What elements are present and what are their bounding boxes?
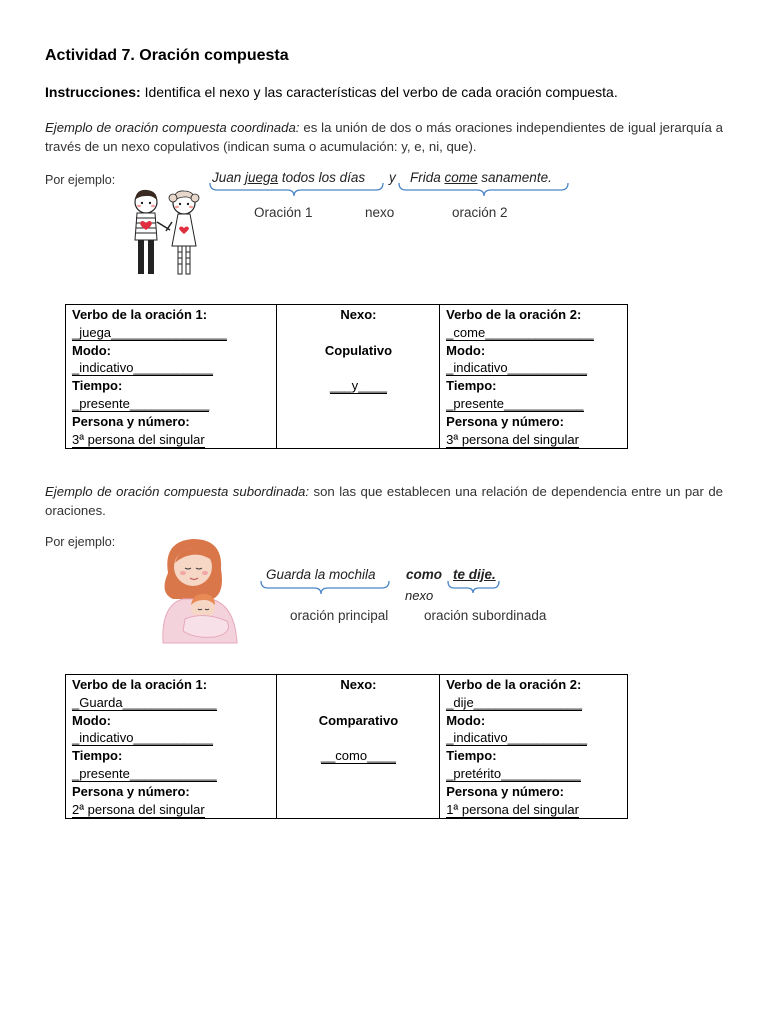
bracket-principal [261, 581, 389, 594]
coord-brackets [200, 180, 580, 208]
nexo-value: __como____ [320, 748, 397, 764]
label-oracion-principal: oración principal [290, 608, 389, 623]
instructions [45, 84, 618, 100]
tiempo-2-header: Tiempo: [446, 748, 497, 764]
tiempo-1-header: Tiempo: [72, 378, 123, 394]
nexo-type: Comparativo [318, 712, 399, 728]
persona-1-value: 3ª persona del singular [72, 431, 205, 447]
sub-por-ejemplo: Por ejemplo: [45, 535, 116, 549]
coord-s2-subject: Frida [410, 170, 445, 185]
tiempo-2-header: Tiempo: [446, 378, 497, 394]
verb-1-value: _juega________________ [72, 324, 227, 340]
coord-definition [45, 118, 723, 156]
modo-2-header: Modo: [446, 342, 486, 358]
nexo-header: Nexo: [340, 677, 377, 692]
verb-table-coordinada [65, 304, 628, 449]
verb-2-value: _come_______________ [446, 324, 594, 340]
tiempo-1-value: _presente___________ [72, 395, 210, 411]
persona-1-header: Persona y número: [72, 783, 190, 799]
instructions-label: Instrucciones: [45, 84, 141, 100]
verb-table-subordinada [65, 674, 628, 819]
label-oracion-subordinada: oración subordinada [424, 608, 547, 623]
modo-2-header: Modo: [446, 712, 486, 728]
coord-por-ejemplo: Por ejemplo: [45, 173, 116, 187]
sub-def-italic: Ejemplo de oración compuesta subordinada: [45, 484, 310, 499]
persona-2-header: Persona y número: [446, 413, 564, 429]
label-nexo-1: nexo [365, 205, 395, 220]
verb-2-header: Verbo de la oración 2: [446, 307, 582, 322]
coord-s1-rest: todos los días [278, 170, 366, 185]
modo-1-header: Modo: [72, 712, 111, 728]
modo-1-value: _indicativo___________ [72, 360, 213, 376]
sub-definition [45, 482, 723, 520]
mother-child-illustration [153, 533, 248, 645]
verb-1-value: _Guarda_____________ [72, 694, 217, 710]
coord-s1-subject: Juan [212, 170, 246, 185]
nexo-type: Copulativo [324, 342, 393, 358]
coord-s1-verb: juega [245, 170, 279, 185]
coord-def-italic: Ejemplo de oración compuesta coordinada: [45, 120, 300, 135]
sub-subordinate-text: te dije. [453, 567, 496, 582]
verb-2-value: _dije_______________ [446, 694, 583, 710]
persona-2-header: Persona y número: [446, 783, 564, 799]
nexo-header: Nexo: [340, 307, 377, 322]
verb-1-header: Verbo de la oración 1: [72, 307, 208, 322]
page-title: Actividad 7. Oración compuesta [45, 47, 289, 64]
tiempo-2-value: _pretérito___________ [446, 765, 581, 781]
bracket-oracion-1 [210, 183, 383, 196]
verb-2-cell [440, 305, 628, 449]
sub-brackets [255, 578, 505, 604]
verb-1-header: Verbo de la oración 1: [72, 677, 208, 692]
persona-1-header: Persona y número: [72, 413, 190, 429]
label-oracion-1: Oración 1 [254, 205, 313, 220]
modo-1-value: _indicativo___________ [72, 730, 213, 746]
coord-def-text: es la unión de dos o más oraciones independientes de igual jerarquía a través de un nexo copulativos (indican suma o acumulación: y, e, ni, que). [45, 120, 723, 154]
tiempo-1-header: Tiempo: [72, 748, 123, 764]
instructions-text: Identifica el nexo y las características del verbo de cada oración compuesta. [140, 84, 618, 100]
verb-2-cell [440, 675, 628, 819]
modo-2-value: _indicativo___________ [446, 730, 588, 746]
sub-nexo-word: como [406, 567, 443, 582]
tiempo-2-value: _presente___________ [446, 395, 584, 411]
bracket-subordinada [448, 581, 499, 593]
nexo-value: ___y____ [329, 378, 387, 394]
nexo-cell [276, 305, 439, 449]
couple-illustration [126, 186, 206, 278]
coord-s2-rest: sanamente. [477, 170, 552, 185]
coord-nexo-word: y [389, 170, 396, 185]
bracket-oracion-2 [399, 183, 568, 196]
persona-1-value: 2ª persona del singular [72, 801, 205, 817]
nexo-cell [276, 675, 440, 819]
label-oracion-2: oración 2 [452, 205, 508, 220]
sub-main-clause: Guarda la mochila [266, 567, 376, 582]
sub-def-text: son las que establecen una relación de dependencia entre un par de oraciones. [45, 484, 724, 518]
modo-1-header: Modo: [72, 342, 111, 358]
coord-s2-verb: come [444, 170, 478, 185]
verb-1-cell [66, 305, 277, 449]
persona-2-value: 1ª persona del singular [446, 801, 579, 817]
verb-2-header: Verbo de la oración 2: [446, 677, 582, 692]
verb-1-cell [66, 675, 277, 819]
tiempo-1-value: _presente____________ [72, 765, 217, 781]
sub-label-nexo: nexo [405, 588, 434, 603]
modo-2-value: _indicativo___________ [446, 360, 588, 376]
persona-2-value: 3ª persona del singular [446, 431, 579, 447]
